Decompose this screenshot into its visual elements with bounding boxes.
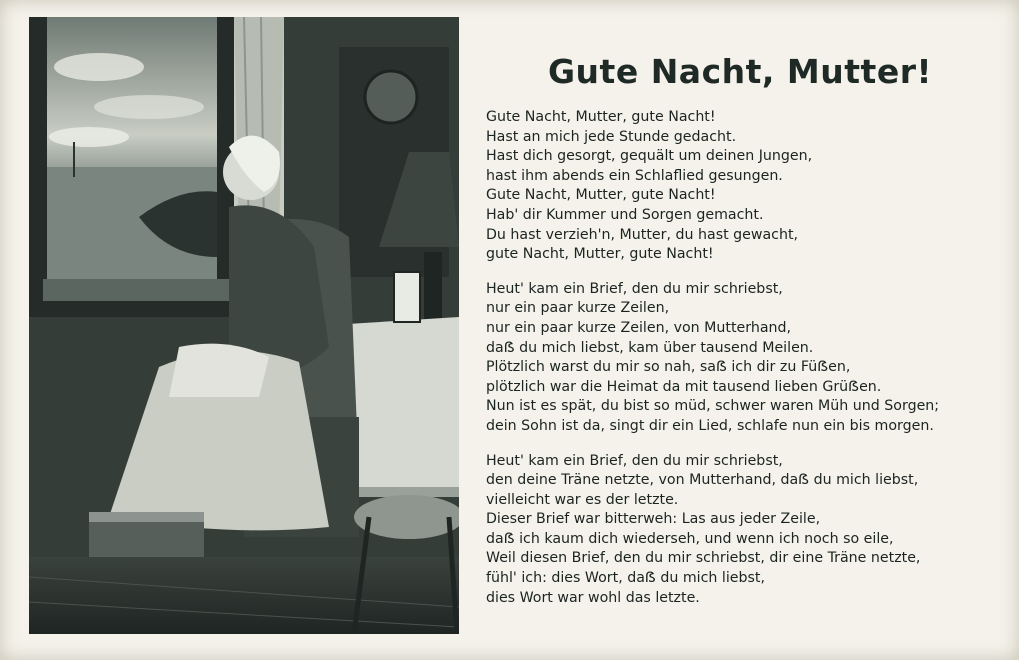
poem-line: Weil diesen Brief, den du mir schriebst, dir eine Träne netzte, xyxy=(486,550,921,567)
poem-line: Hab' dir Kummer und Sorgen gemacht. xyxy=(486,206,764,223)
poem-line: Du hast verzieh'n, Mutter, du hast gewacht, xyxy=(486,226,799,243)
poem-line: dein Sohn ist da, singt dir ein Lied, schlafe nun ein bis morgen. xyxy=(486,417,934,434)
poem-line: fühl' ich: dies Wort, daẞ du mich liebst, xyxy=(486,570,765,587)
poem-title: Gute Nacht, Mutter! xyxy=(547,52,933,91)
poem-line: gute Nacht, Mutter, gute Nacht! xyxy=(486,246,714,263)
poem-line: nur ein paar kurze Zeilen, xyxy=(486,300,670,317)
poem-line: daẞ ich kaum dich wiederseh, und wenn ich noch so eile, xyxy=(486,530,894,547)
poem-line: plötzlich war die Heimat da mit tausend lieben Grüẞen. xyxy=(486,378,882,395)
poem-line: Nun ist es spät, du bist so müd, schwer waren Müh und Sorgen; xyxy=(486,398,940,415)
poem-text xyxy=(486,108,1006,623)
poem-line: Heut' kam ein Brief, den du mir schriebst, xyxy=(486,280,783,297)
poem-line: hast ihm abends ein Schlaflied gesungen. xyxy=(486,167,783,184)
poem-line: Hast dich gesorgt, gequält um deinen Jungen, xyxy=(486,148,813,165)
stanza-2 xyxy=(486,280,1006,437)
stanza-3 xyxy=(486,452,1006,609)
poem-line: dies Wort war wohl das letzte. xyxy=(486,589,700,606)
stanza-1 xyxy=(486,108,1006,265)
poem-line: Plötzlich warst du mir so nah, saẞ ich dir zu Füẞen, xyxy=(486,359,851,376)
poem-line: Dieser Brief war bitterweh: Las aus jeder Zeile, xyxy=(486,511,821,528)
poem-line: nur ein paar kurze Zeilen, von Mutterhand, xyxy=(486,319,792,336)
poem-line: den deine Träne netzte, von Mutterhand, daẞ du mich liebst, xyxy=(486,472,919,489)
poem-line: daẞ du mich liebst, kam über tausend Meilen. xyxy=(486,339,814,356)
illustration-old-woman-by-window xyxy=(29,17,459,634)
poem-line: Gute Nacht, Mutter, gute Nacht! xyxy=(486,109,716,125)
poem-line: Gute Nacht, Mutter, gute Nacht! xyxy=(486,187,716,204)
poem-line: vielleicht war es der letzte. xyxy=(486,491,679,508)
poem-line: Hast an mich jede Stunde gedacht. xyxy=(486,128,737,145)
poem-line: Heut' kam ein Brief, den du mir schriebst, xyxy=(486,452,783,469)
illustration-drawing xyxy=(29,17,459,634)
